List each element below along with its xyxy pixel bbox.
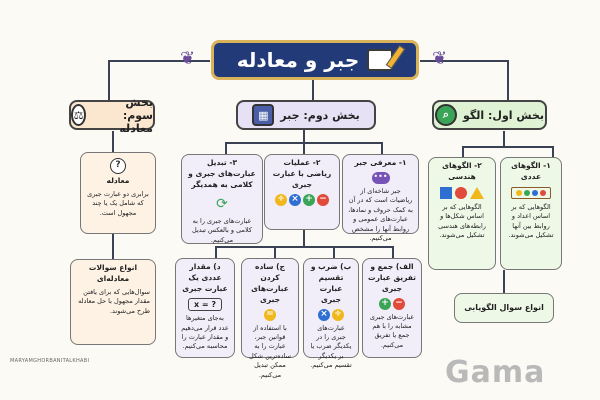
notebook-pencil-icon xyxy=(367,49,393,71)
card-numeric xyxy=(500,157,562,270)
card-geometric-body: الگوهایی که بر اساس شکل‌ها و رابطه‌های هندسی تشکیل می‌شوند. xyxy=(438,202,486,240)
card-simplify xyxy=(241,258,299,379)
card-intro-body: جبر شاخه‌ای از ریاضیات است که در آن به کمک حروف و نمادها، عبارت‌های عمومی و روابط آنها را مشخص می‌کنیم. xyxy=(348,186,413,242)
connector-ops xyxy=(303,142,305,154)
card-add xyxy=(362,258,422,358)
card-convert-body: عبارت‌های جبری را به کلامی و بالعکس تبدیل می‌کنیم. xyxy=(192,216,252,244)
connector-equation-types xyxy=(112,232,114,260)
section-part3-header xyxy=(69,95,155,135)
card-pattern-questions xyxy=(454,293,554,323)
card-simplify-title: ج) ساده کردن عبارت‌های جبری xyxy=(251,262,289,304)
minus-icon: − xyxy=(317,194,329,206)
divide-icon: ÷ xyxy=(332,309,344,321)
card-simplify-body: با استفاده از قوانین جبر، عبارت را به ساده‌ترین شکل ممکن تبدیل می‌کنیم. xyxy=(249,323,291,379)
card-numeric-body: الگوهایی که بر اساس اعداد و روابط بین آنها تشکیل می‌شوند. xyxy=(508,202,554,240)
plus-icon: + xyxy=(303,194,315,206)
sprig-left-decoration: ❦ xyxy=(180,48,196,69)
card-mul-body: عبارت‌های جبری را در یکدیگر ضرب یا بر یکدیگر تقسیم می‌کنیم. xyxy=(310,323,352,370)
section-part3-label: بخش سوم: معادله xyxy=(119,95,153,135)
plus-icon: + xyxy=(379,298,391,310)
card-add-body: عبارت‌های جبری مشابه را با هم جمع یا تفریق می‌کنیم. xyxy=(369,312,415,349)
connector-intro xyxy=(381,142,383,154)
equals-icon: = xyxy=(264,309,276,321)
speech-bubble-icon: ••• xyxy=(348,172,413,184)
divide-icon: ÷ xyxy=(275,194,287,206)
card-convert-title: ۳- تبدیل عبارت‌های جبری و کلامی به همدیگر xyxy=(188,158,256,189)
main-title-box xyxy=(211,40,419,80)
author-watermark: MARYAMGHORBANITALKHABI xyxy=(10,358,90,364)
card-mul-title: ب) ضرب و تقسیم عبارت جبری xyxy=(310,262,352,304)
connector-ops-down xyxy=(303,230,305,246)
multiply-icon: × xyxy=(318,309,330,321)
card-convert xyxy=(181,154,263,244)
connector-part2 xyxy=(312,80,314,100)
card-value-title: د) مقدار عددی یک عبارت جبری xyxy=(182,262,228,293)
minus-icon: − xyxy=(393,298,405,310)
card-equation xyxy=(80,152,156,234)
card-equation-types xyxy=(70,259,156,345)
connector-convert xyxy=(225,142,227,154)
connector-value xyxy=(215,246,217,258)
section-part2-label: بخش دوم: جبر xyxy=(280,108,360,122)
balance-scale-icon: ⚖ xyxy=(71,104,86,126)
card-equation-types-title: انواع سوالات معادله‌ای xyxy=(88,263,138,283)
card-equation-title: معادله xyxy=(106,176,130,185)
sprig-right-decoration: ❦ xyxy=(432,48,448,69)
question-mark-icon: ? xyxy=(110,158,126,174)
connector-questions xyxy=(503,270,505,294)
card-ops-title: ۲- عملیات ریاضی با عبارت جبری xyxy=(272,158,332,189)
calculator-icon: ▦ xyxy=(252,104,274,126)
connector-sub-bar xyxy=(215,246,393,248)
section-part1-label: بخش اول: الگو xyxy=(463,108,545,122)
card-geometric xyxy=(428,157,496,270)
section-part1-header xyxy=(432,100,547,130)
card-intro-title: ۱- معرفی جبر xyxy=(354,158,407,167)
magnifier-icon: ⌕ xyxy=(435,104,457,126)
connector-mul xyxy=(333,246,335,258)
card-equation-body: برابری دو عبارت جبری که شامل یک یا چند مجهول است. xyxy=(87,189,149,217)
card-equation-types-body: سوال‌هایی که برای یافتن مقدار مجهول با حل معادله طرح می‌شوند. xyxy=(78,287,150,315)
card-mul xyxy=(303,258,359,370)
section-part2-header xyxy=(236,100,376,130)
equation-box: x = ? xyxy=(188,298,222,312)
gama-logo: Gama xyxy=(445,355,546,390)
connector-add xyxy=(392,246,394,258)
connector-part3 xyxy=(108,60,110,100)
connector-part1-bar xyxy=(462,146,552,148)
card-value-body: به‌جای متغیرها عدد قرار می‌دهیم و مقدار عبارت را محاسبه می‌کنیم. xyxy=(181,314,229,351)
abacus-icon xyxy=(511,187,551,199)
card-value xyxy=(175,258,235,358)
card-add-title: الف) جمع و تفریق عبارت جبری xyxy=(368,262,416,293)
connector-part1-down xyxy=(503,131,505,146)
multiply-icon: × xyxy=(289,194,301,206)
card-numeric-title: ۱- الگوهای عددی xyxy=(511,161,551,181)
main-title: جبر و معادله xyxy=(236,48,360,72)
cycle-arrows-icon: ⟳ xyxy=(216,195,228,212)
connector-simplify xyxy=(274,246,276,258)
connector-part1 xyxy=(507,60,509,100)
card-ops xyxy=(264,154,340,230)
card-pattern-questions-label: انواع سوال الگویابی xyxy=(464,303,544,313)
card-intro xyxy=(342,154,419,242)
shapes-icon xyxy=(434,187,490,199)
math-operator-icons xyxy=(270,194,334,206)
card-geometric-title: ۲- الگوهای هندسی xyxy=(442,161,482,181)
